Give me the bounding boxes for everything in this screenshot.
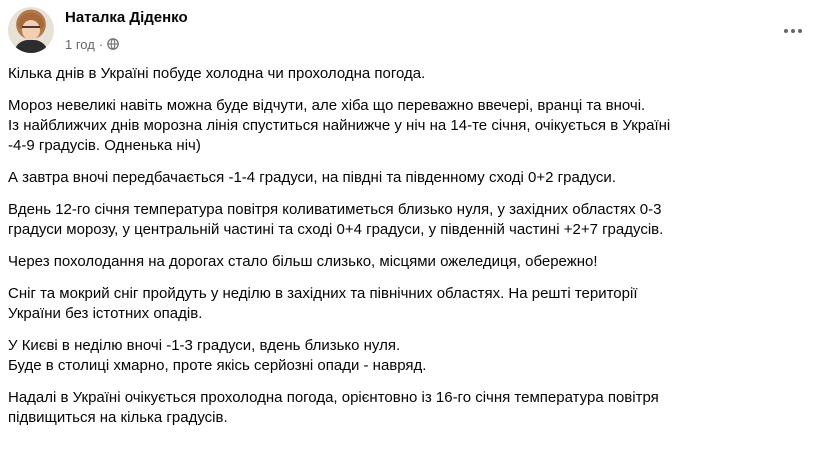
post-line: Мороз невеликі навіть можна буде відчути, але хіба що переважно ввечері, вранці та вночі.: [8, 97, 646, 114]
post-time[interactable]: 1 год: [65, 36, 95, 52]
author-name[interactable]: Наталка Діденко: [65, 9, 188, 26]
post-paragraph: [8, 284, 808, 324]
post-line: У Києві в неділю вночі -1-3 градуси, вдень близько нуля.: [8, 337, 401, 354]
post-line: України без істотних опадів.: [8, 305, 203, 322]
post-paragraph: [8, 252, 808, 272]
post-line: Із найближчих днів морозна лінія спуститься найнижче у ніч на 14-те січня, очікується в Україні: [8, 117, 671, 134]
post-line: Вдень 12-го січня температура повітря коливатиметься близько нуля, у західних областях 0-3: [8, 201, 662, 218]
more-options-icon[interactable]: [778, 21, 808, 41]
post-line: підвищиться на кілька градусів.: [8, 409, 228, 426]
post-line: Сніг та мокрий сніг пройдуть у неділю в західних та північних областях. На решті території: [8, 285, 638, 302]
post-paragraph: [8, 336, 808, 376]
post-meta: [65, 36, 119, 52]
post-line: -4-9 градусів. Одненька ніч): [8, 137, 201, 154]
post-paragraph: [8, 388, 808, 428]
avatar-glasses: [22, 26, 40, 33]
avatar[interactable]: [8, 7, 54, 53]
post-line: Надалі в Україні очікується прохолодна погода, орієнтовно із 16-го січня температура повітря: [8, 389, 659, 406]
post-line: Кілька днів в Україні побуде холодна чи прохолодна погода.: [8, 65, 426, 82]
post-paragraph: [8, 168, 808, 188]
meta-separator: ·: [98, 36, 104, 52]
post-line: Буде в столиці хмарно, проте якісь серйозні опади - навряд.: [8, 357, 427, 374]
post-paragraph: [8, 64, 808, 84]
post-line: Через похолодання на дорогах стало більш слизько, місцями ожеледиця, обережно!: [8, 253, 598, 270]
post-line: градуси морозу, у центральній частині та сході 0+4 градуси, у південній частині +2+7 градусів.: [8, 221, 664, 238]
globe-icon[interactable]: [107, 38, 119, 50]
post-line: А завтра вночі передбачається -1-4 градуси, на півдні та південному сході 0+2 градуси.: [8, 169, 616, 186]
post-paragraph: [8, 200, 808, 240]
post-header: [8, 7, 808, 57]
post-paragraph: [8, 96, 808, 156]
post-text: [8, 64, 808, 440]
avatar-body: [14, 40, 48, 53]
